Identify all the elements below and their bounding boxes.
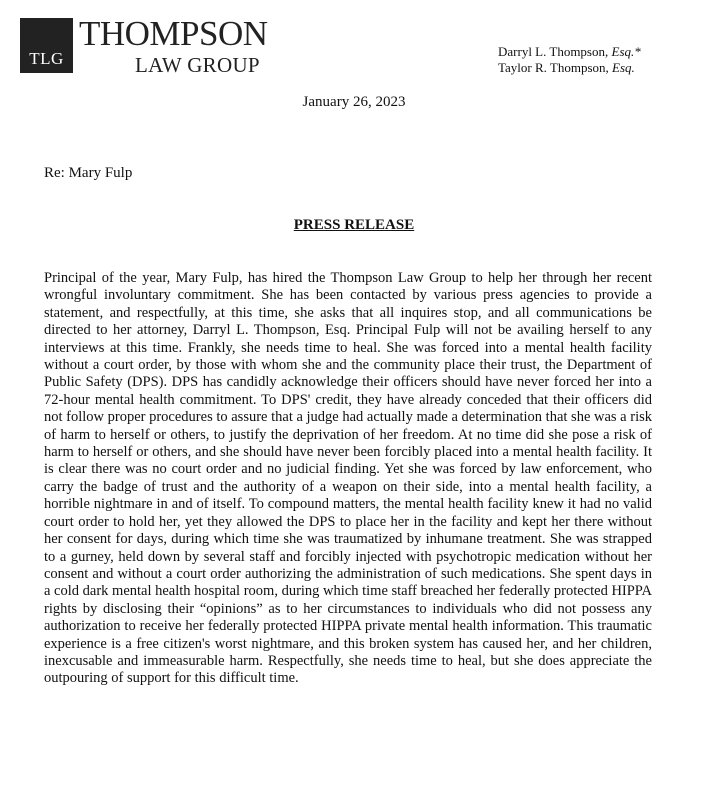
firm-logo: [20, 14, 269, 77]
logo-wordmark: [79, 14, 269, 77]
attorney-2-name: Taylor R. Thompson,: [498, 60, 609, 75]
attorney-1-name: Darryl L. Thompson,: [498, 44, 609, 59]
firm-name: THOMPSON: [79, 14, 268, 53]
attorney-1: [498, 44, 641, 60]
firm-subtitle: LAW GROUP: [135, 53, 260, 77]
logo-initials: TLG: [20, 18, 73, 73]
attorney-2: [498, 60, 641, 76]
re-line: Re: Mary Fulp: [44, 165, 133, 181]
letter-date: January 26, 2023: [302, 94, 406, 110]
attorney-2-suffix: Esq.: [612, 60, 635, 75]
attorney-list: [498, 44, 641, 76]
body-text: Principal of the year, Mary Fulp, has hired the Thompson Law Group to help her through her recent wrongful involuntary commitment. She has been contacted by various press agencies to provide a statement, and respectfully, at this time, she asks that all inquires stop, and all communications be directed to her attorney, Darryl L. Thompson, Esq. Principal Fulp will not be availing herself to any interviews at this time. Frankly, she needs time to heal. She was forced into a mental health facility without a court order, by those with whom she and the community place their trust, the Department of Public Safety (DPS). DPS has candidly acknowledge their officers should have never forced her into a 72-hour mental health commitment. To DPS' credit, they have already conceded that their officers did not follow proper procedures to assure that a judge had actually made a determination that she was a risk of harm to herself or others, to justify the deprivation of her freedom. At no time did she pose a risk of harm to herself or others, and she should have never been forcibly placed into a mental health facility. It is clear there was no court order and no judicial finding. Yet she was forced by law enforcement, who carry the badge of trust and the authority of a weapon on their side, into a mental health facility, a horrible nightmare in and of itself. To compound matters, the mental health facility knew it had no valid court order to hold her, yet they allowed the DPS to place her in the facility and kept her there without her consent for days, during which time she was traumatized by inhumane treatment. She was strapped to a gurney, held down by several staff and forcibly injected with psychotropic medication without her consent and without a court order authorizing the administration of such medications. She spent days in a cold dark mental health hospital room, during which time staff breached her federally protected HIPPA rights by disclosing their “opinions” as to her circumstances to individuals who did not possess any authorization to receive her federally protected HIPPA private mental health information. This traumatic experience is a free citizen's worst nightmare, and this broken system has caused her, and her children, inexcusable and immeasurable harm. Respectfully, she needs time to heal, but she does appreciate the outpouring of support for this difficult time.: [44, 270, 653, 687]
document-title: PRESS RELEASE: [293, 217, 415, 233]
attorney-1-suffix: Esq.*: [611, 44, 641, 59]
